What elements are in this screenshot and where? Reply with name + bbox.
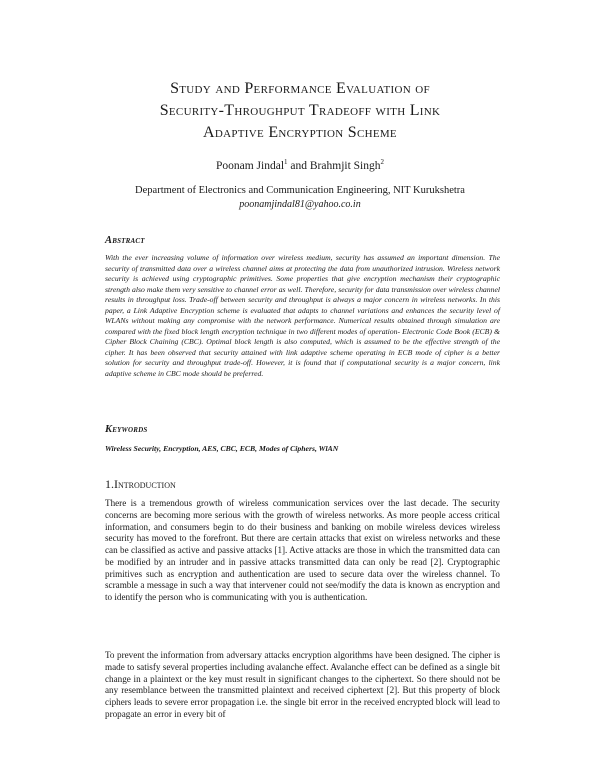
paper-title (60, 78, 540, 144)
author-email[interactable]: poonamjindal81@yahoo.co.in (239, 199, 361, 210)
author-list (60, 160, 540, 172)
author-name-1: Poonam Jindal (215, 160, 285, 172)
author-name-2: Brahmjit Singh (309, 160, 381, 172)
section-title: Introduction (114, 477, 176, 491)
keywords-text: Wireless Security, Encryption, AES, CBC, ECB, Modes of Ciphers, WlAN (105, 444, 339, 453)
intro-paragraph-1: There is a tremendous growth of wireless communication services over the last decade. The security concerns are becoming more serious with the growth of wireless networks. As more people access critical information, and consumers begin to do their business and banking on mobile wireless devices wireless security has moved to the forefront. But there are certain attacks that exist on wireless networks and these can be classified as active and passive attacks [1]. Active attacks are those in which the transmitted data can be modified by an intruder and in passive attacks transmitted data can only be read [2]. Cryptographic primitives such as encryption and authentication are used to secure data over the wireless channel. To scramble a message in such a way that intervener could not see/modify the data is known as encryption and to identify the person who is communicating with you is authentication. (105, 498, 500, 602)
title-line-2: Security-Throughput Tradeoff with Link (159, 102, 441, 119)
title-line-3: Adaptive Encryption Scheme (203, 124, 397, 141)
title-line-1: Study and Performance Evaluation of (170, 80, 430, 97)
section-heading-introduction (105, 477, 176, 492)
section-number: 1. (105, 477, 114, 491)
author-affiliation-mark-1: 1 (284, 158, 288, 167)
affiliation: Department of Electronics and Communication Engineering, NIT Kurukshetra (135, 185, 465, 196)
intro-paragraph-2: To prevent the information from adversary attacks encryption algorithms have been designed. The cipher is made to satisfy several properties including avalanche effect. Avalanche effect can be defined as a single bit change in a plaintext or the key must result in significant changes to the ciphertext. So there should not be any resemblance between the transmitted plaintext and received ciphertext [2]. But this property of block ciphers leads to severe error propagation i.e. the single bit error in the received encrypted block will lead to propagate an error in every bit of (105, 650, 500, 719)
abstract-text: With the ever increasing volume of information over wireless medium, security has assumed an important dimension. The security of transmitted data over a wireless channel aims at protecting the data from unauthorized intrusion. Wireless network security is achieved using cryptographic primitives. Some properties that give encryption mechanism their cryptographic strength also make them very sensitive to channel error as well. Therefore, security for data transmission over wireless channel results in throughput loss. Trade-off between security and throughput is always a major concern in wireless networks. In this paper, a Link Adaptive Encryption scheme is evaluated that adapts to channel variations and enhances the security level of WLANs without making any compromise with the network performance. Numerical results obtained through simulation are compared with the fixed block length encryption technique in two different modes of operation- Electronic Code Book (ECB) & Cipher Block Chaining (CBC). Optimal block length is also computed, which is assumed to be the effective strength of the cipher. It has been observed that security attained with link adaptive scheme operating in ECB mode of cipher is a better solution for security and throughput trade-off. However, it is found that if computational security is a major concern, link adaptive scheme in CBC mode should be preferred. (105, 253, 500, 379)
author-affiliation-mark-2: 2 (380, 158, 384, 167)
author-joiner: and (287, 160, 310, 172)
abstract-heading: Abstract (105, 235, 145, 246)
keywords-heading: Keywords (105, 424, 148, 435)
